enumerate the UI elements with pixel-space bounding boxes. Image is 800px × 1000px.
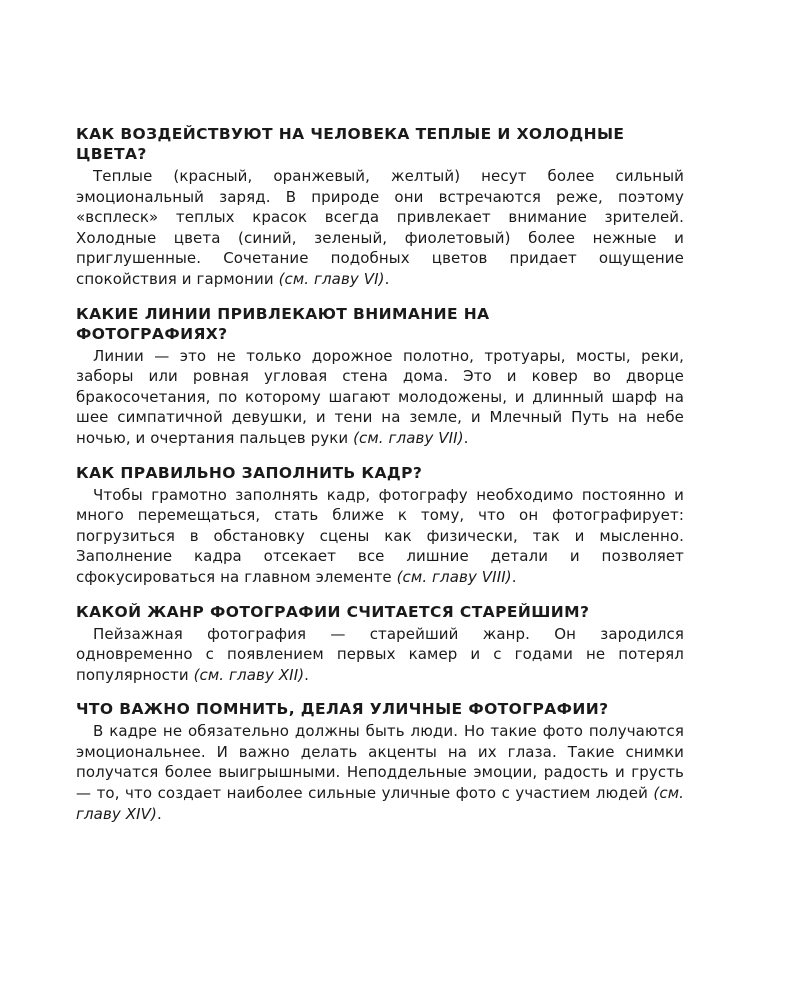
section-heading: ЧТО ВАЖНО ПОМНИТЬ, ДЕЛАЯ УЛИЧНЫЕ ФОТОГРАФИИ? bbox=[76, 700, 609, 719]
section-paragraph bbox=[76, 624, 684, 686]
faq-section-street-photo bbox=[76, 699, 684, 824]
paragraph-end: . bbox=[384, 269, 390, 288]
faq-section-warm-cold-colors bbox=[76, 124, 684, 290]
section-paragraph bbox=[76, 346, 684, 449]
chapter-reference: (см. главу VI) bbox=[278, 269, 385, 288]
faq-section-lines bbox=[76, 304, 684, 449]
section-heading: КАК ВОЗДЕЙСТВУЮТ НА ЧЕЛОВЕКА ТЕПЛЫЕ И ХОЛОДНЫЕ ЦВЕТА? bbox=[76, 125, 625, 163]
chapter-reference: (см. главу XIV) bbox=[76, 784, 684, 823]
paragraph-end: . bbox=[304, 665, 310, 684]
section-heading: КАК ПРАВИЛЬНО ЗАПОЛНИТЬ КАДР? bbox=[76, 463, 423, 482]
paragraph-text: В кадре не обязательно должны быть люди. Но такие фото получаются эмоциональнее. И важно делать акценты на их глаза. Такие снимки получатся более выигрышными. Неподдельные эмоции, радость и грусть — то, что создает наиболее сильные уличные фото с участием людей bbox=[76, 722, 684, 803]
faq-section-fill-frame bbox=[76, 463, 684, 588]
paragraph-text: Чтобы грамотно заполнять кадр, фотографу необходимо постоянно и много перемещаться, стать ближе к тому, что он фотографирует: погрузиться в обстановку сцены как физически, так и мысленно. Заполнение кадра отсекает все лишние детали и позволяет сфокусироваться на главном элементе bbox=[76, 485, 684, 586]
paragraph-text: Пейзажная фотография — старейший жанр. Он зародился одновременно с появлением первых камер и с годами не потерял популярности bbox=[76, 624, 684, 684]
section-heading: КАКОЙ ЖАНР ФОТОГРАФИИ СЧИТАЕТСЯ СТАРЕЙШИМ? bbox=[76, 602, 590, 621]
section-heading: КАКИЕ ЛИНИИ ПРИВЛЕКАЮТ ВНИМАНИЕ НА ФОТОГРАФИЯХ? bbox=[76, 304, 490, 343]
section-paragraph bbox=[76, 166, 684, 290]
paragraph-text: Линии — это не только дорожное полотно, тротуары, мосты, реки, заборы или ровная угловая стена дома. Это и ковер во дворце бракосочетания, по которому шагают молодожены, и длинный шарф на шее симпатичной девушки, и тени на земле, и Млечный Путь на небе ночью, и очертания пальцев руки bbox=[76, 346, 684, 447]
chapter-reference: (см. главу XII) bbox=[193, 665, 305, 684]
paragraph-end: . bbox=[156, 804, 162, 823]
paragraph-text: Теплые (красный, оранжевый, желтый) несут более сильный эмоциональный заряд. В природе они встречаются реже, поэтому «всплеск» теплых красок всегда привлекает внимание зрителей. Холодные цвета (синий, зеленый, фиолетовый) более нежные и приглушенные. Сочетание подобных цветов придает ощущение спокойствия и гармонии bbox=[76, 167, 684, 288]
section-paragraph bbox=[76, 485, 684, 588]
paragraph-end: . bbox=[511, 567, 517, 586]
paragraph-end: . bbox=[463, 428, 469, 447]
chapter-reference: (см. главу VIII) bbox=[396, 567, 512, 586]
page-body bbox=[76, 124, 684, 838]
chapter-reference: (см. главу VII) bbox=[353, 428, 464, 447]
faq-section-oldest-genre bbox=[76, 602, 684, 686]
section-paragraph bbox=[76, 721, 684, 824]
